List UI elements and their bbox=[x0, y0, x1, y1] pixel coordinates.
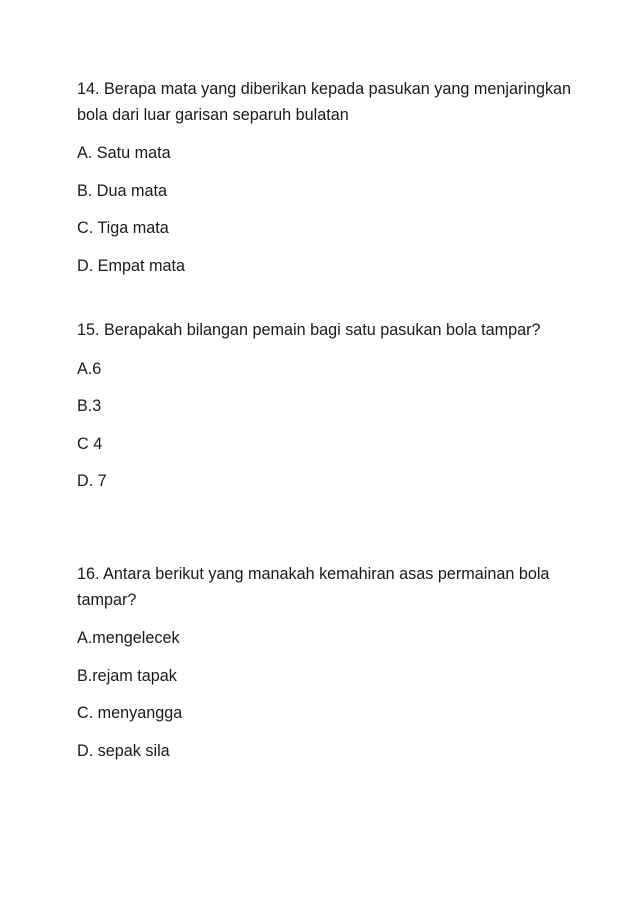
option-list bbox=[77, 628, 577, 761]
option-d: D. sepak sila bbox=[77, 741, 170, 760]
option-b: B. Dua mata bbox=[77, 181, 167, 200]
option-d: D. 7 bbox=[77, 472, 107, 490]
question-block-14 bbox=[77, 77, 577, 276]
option-b: B.3 bbox=[77, 397, 102, 415]
option-c: C 4 bbox=[77, 434, 103, 453]
option-b: B.rejam tapak bbox=[77, 666, 177, 685]
option-a: A.mengelecek bbox=[77, 629, 180, 647]
option-c: C. menyangga bbox=[77, 704, 183, 722]
question-text: 16. Antara berikut yang manakah kemahiran asas permainan bola tampar? bbox=[77, 565, 550, 609]
question-text: 15. Berapakah bilangan pemain bagi satu pasukan bola tampar? bbox=[77, 321, 541, 339]
option-c: C. Tiga mata bbox=[77, 219, 169, 237]
question-block-16 bbox=[77, 562, 577, 761]
option-list bbox=[77, 143, 577, 276]
option-a: A.6 bbox=[77, 359, 102, 378]
option-list bbox=[77, 359, 577, 492]
option-a: A. Satu mata bbox=[77, 144, 171, 162]
question-text: 14. Berapa mata yang diberikan kepada pasukan yang menjaringkan bola dari luar garisan separuh bulatan bbox=[77, 80, 572, 124]
question-block-15 bbox=[77, 318, 577, 491]
option-d: D. Empat mata bbox=[77, 256, 185, 275]
